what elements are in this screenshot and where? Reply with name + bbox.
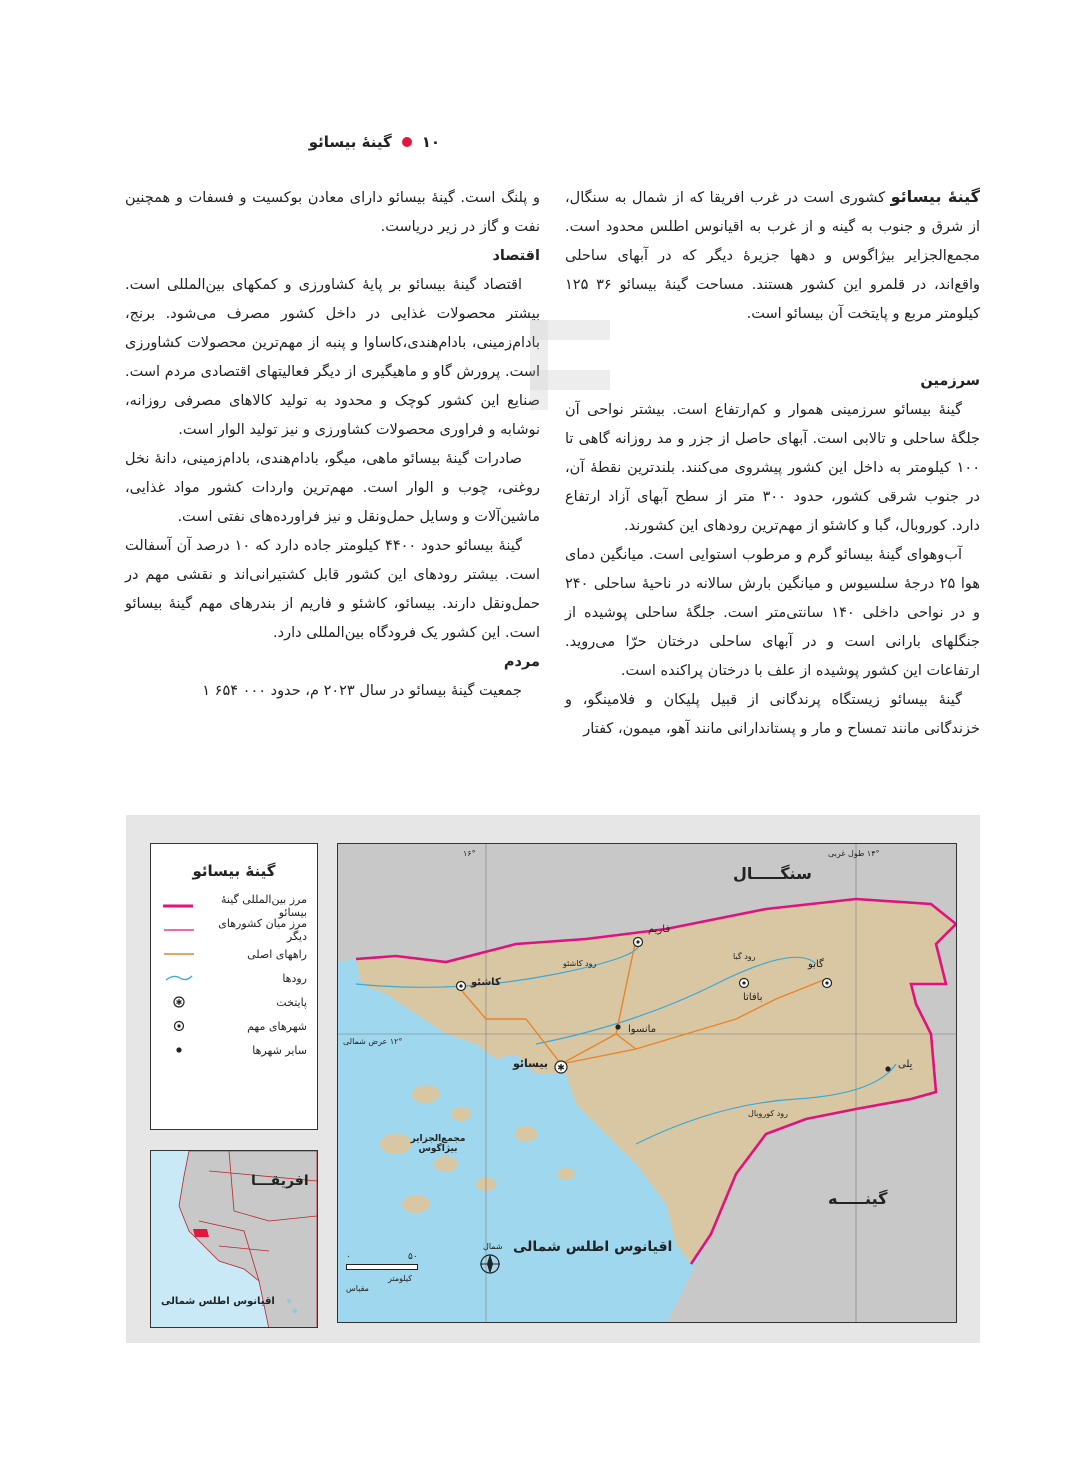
city-bafata-label: بافاتا	[743, 992, 763, 1003]
intro-text: کشوری است در غرب افریقا که از شمال به سنگال، از شرق و جنوب به گینه و از غرب به اقیانوس اطلس محدود است. مجمع‌الجزایر بیژاگوس و دهها جزیرهٔ دیگر که در آبهای ساحلی واقع‌اند، در قلمرو این کشور هستند. مساحت گینهٔ بیسائو ۳۶ ۱۲۵ کیلومتر مربع و پایتخت آن بیسائو است.	[565, 190, 981, 322]
river-line-icon	[161, 973, 197, 983]
intl-border-line-icon	[161, 903, 195, 909]
scale-label: مقیاس	[346, 1284, 369, 1293]
page-header	[120, 128, 440, 156]
economy-paragraph-2: صادرات گینهٔ بیسائو ماهی، میگو، بادام‌هندی، بادام‌زمینی، دانهٔ نخل روغنی، چوب و الوار است. مهم‌ترین واردات کشور مواد غذایی، ماشین‌آلات و وسایل حمل‌ونقل و نیز فراورده‌های نفتی است.	[125, 451, 540, 525]
legend-item: مرز میان کشورهای دیگر	[161, 918, 307, 942]
svg-text:✱: ✱	[175, 998, 183, 1007]
red-bullet-icon	[402, 137, 412, 147]
inset-africa-label: افریقـــا	[251, 1173, 309, 1189]
city-bafata	[738, 974, 750, 993]
bijagos-label: مجمع‌الجزایر بیژاگوس	[410, 1134, 466, 1154]
capital-bissau	[554, 1059, 568, 1078]
city-gabu	[821, 974, 833, 993]
lat12-label: ۱۲° عرض شمالی	[343, 1037, 403, 1046]
land-paragraph-1: گینهٔ بیسائو سرزمینی هموار و کم‌ارتفاع است. بیشتر نواحی آن جلگهٔ ساحلی و تالابی است. آبهای حاصل از جزر و مد روزانه گاهی تا ۱۰۰ کیلومتر به داخل این کشور پیشروی می‌کنند. بلندترین نقطهٔ آن، در جنوب شرقی کشور، حدود ۳۰۰ متر از سطح آبهای آزاد ارتفاع دارد. کوروبال، گبا و کاشئو از مهم‌ترین رودهای این کشورند.	[565, 402, 980, 534]
land-paragraph-2: آب‌وهوای گینهٔ بیسائو گرم و مرطوب استوایی است. میانگین دمای هوا ۲۵ درجهٔ سلسیوس و میانگین بارش سالانه در ناحیهٔ ساحلی ۲۴۰ و در نواحی داخلی ۱۴۰ سانتی‌متر است. جلگهٔ ساحلی پوشیده از جنگلهای بارانی است و در آبهای ساحلی درختان حرّا می‌روید. ارتفاعات این کشور پوشیده از علف با درختان پراکنده است.	[565, 547, 980, 679]
inset-ocean-label: اقیانوس اطلس شمالی	[161, 1296, 275, 1307]
intro-lead: گینهٔ بیسائو	[890, 187, 980, 206]
lon14-label: ۱۴° طول غربی	[828, 849, 880, 858]
economy-paragraph-3: گینهٔ بیسائو حدود ۴۴۰۰ کیلومتر جاده دارد که ۱۰ درصد آن آسفالت است. بیشتر رودهای این کشور قابل کشتیرانی‌اند و نقشی مهم در حمل‌ونقل دارند. بیسائو، کاشئو و فاریم از بندرهای مهم گینهٔ بیسائو است. این کشور یک فرودگاه بین‌المللی دارد.	[125, 538, 540, 641]
major-city-icon	[161, 1020, 197, 1032]
city-cacheu-label: کاشئو	[471, 977, 501, 988]
capital-star-icon	[161, 996, 197, 1008]
scale-fifty: ۵۰	[408, 1252, 418, 1262]
other-border-line-icon	[161, 927, 196, 933]
city-dot-icon	[161, 1044, 197, 1056]
legend-title: گینهٔ بیسائو	[192, 862, 276, 880]
svg-text:✱: ✱	[557, 1063, 565, 1074]
people-paragraph-1: جمعیت گینهٔ بیسائو در سال ۲۰۲۳ م، حدود ۰۰۰ ۶۵۴ ۱	[202, 683, 522, 699]
north-arrow-icon	[478, 1252, 502, 1276]
legend-item: رودها	[161, 966, 307, 990]
river-geba-label: رود گبا	[733, 952, 756, 961]
left-column	[125, 184, 540, 706]
ocean-label: اقیانوس اطلس شمالی	[513, 1239, 673, 1255]
section-heading-economy: اقتصاد	[492, 248, 540, 264]
legend-item: پایتخت ✱	[161, 990, 307, 1014]
city-gabu-label: گابو	[808, 959, 824, 970]
capital-bissau-label: بیسائو	[513, 1057, 548, 1070]
right-column	[565, 182, 980, 744]
legend-item: راههای اصلی	[161, 942, 307, 966]
section-heading-land: سرزمین	[920, 373, 980, 389]
lon16-label: ۱۶°	[463, 849, 476, 858]
inset-map	[150, 1150, 318, 1328]
city-boe	[883, 1059, 893, 1078]
scale-zero: ۰	[346, 1252, 351, 1262]
page-number: ۱۰	[421, 133, 440, 151]
legend-item: شهرهای مهم	[161, 1014, 307, 1038]
guinea-label: گینـــــه	[828, 1189, 888, 1208]
legend-item: مرز بین‌المللی گینهٔ بیسائو	[161, 894, 307, 918]
intro-paragraph	[565, 182, 980, 329]
city-boe-label: بِلی	[898, 1059, 913, 1070]
north-label: شمال	[483, 1242, 503, 1251]
road-line-icon	[161, 951, 197, 957]
city-mansoa	[613, 1017, 623, 1036]
left-paragraph-0: و پلنگ است. گینهٔ بیسائو دارای معادن بوکسیت و فسفات و همچنین نفت و گاز در زیر دریاست.	[125, 190, 540, 235]
section-heading-people: مردم	[503, 654, 540, 670]
map-legend	[150, 843, 318, 1130]
city-farim	[632, 933, 644, 952]
river-cacheu-label: رود کاشئو	[563, 959, 597, 968]
legend-item: سایر شهرها	[161, 1038, 307, 1062]
river-corubal-label: رود کوروبال	[748, 1109, 788, 1118]
economy-paragraph-1: اقتصاد گینهٔ بیسائو بر پایهٔ کشاورزی و کمکهای بین‌المللی است. بیشتر محصولات غذایی در داخل کشور مصرف می‌شود. برنج، بادام‌زمینی، بادام‌هندی،کاساوا و پنبه از مهم‌ترین محصولات کشاورزی است. پرورش گاو و ماهیگیری از دیگر فعالیتهای اقتصادی مردم است. صنایع این کشور کوچک و محدود به تولید کالاهای مصرفی روزانه، نوشابه و فراوری محصولات کشاورزی و نیز تولید الوار است.	[125, 277, 540, 438]
senegal-label: سنگـــــال	[733, 864, 812, 883]
main-map	[337, 843, 957, 1323]
scale-bar	[346, 1264, 418, 1270]
city-cacheu	[455, 977, 467, 996]
city-mansoa-label: مانسوا	[628, 1024, 657, 1035]
page-title: گینهٔ بیسائو	[308, 133, 392, 151]
land-paragraph-3: گینهٔ بیسائو زیستگاه پرندگانی از قبیل پلیکان و فلامینگو، و خزندگانی مانند تمساح و مار و پستاندارانی مانند آهو، میمون، کفتار	[565, 692, 980, 737]
scale-unit: کیلومتر	[388, 1274, 413, 1283]
city-farim-label: فاریم	[648, 924, 671, 935]
